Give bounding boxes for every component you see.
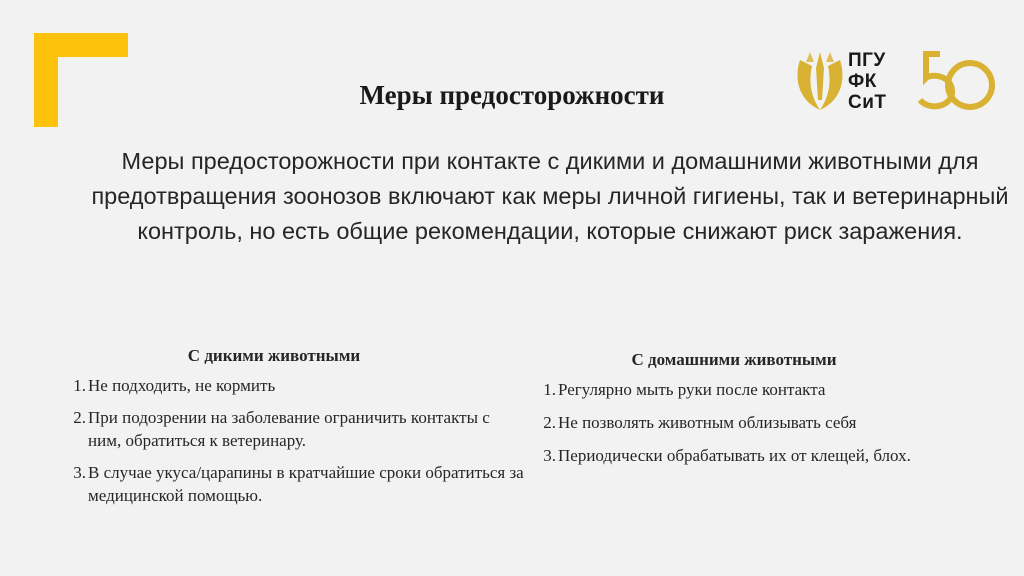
page-title: Меры предосторожности — [359, 80, 665, 110]
logo-line-2: ФК — [848, 71, 877, 92]
wild-animals-heading: С дикими животными — [187, 346, 361, 365]
list-item-number: 1. — [543, 380, 556, 399]
list-item-number: 1. — [73, 376, 86, 395]
list-item-text: Не позволять животным облизывать себя — [558, 413, 857, 432]
list-item — [64, 374, 524, 397]
list-item-number: 2. — [543, 413, 556, 432]
list-item-number: 3. — [73, 463, 86, 482]
intro-paragraph: Меры предосторожности при контакте с дикими и домашними животными для предотвращения зоонозов включают как меры личной гигиены, так и ветеринарный контроль, но есть общие рекомендации, которые снижают риск заражения. — [91, 148, 1009, 244]
logo-line-1: ПГУ — [848, 50, 886, 71]
list-item — [64, 406, 524, 452]
list-item-number: 2. — [73, 408, 86, 427]
list-item-text: Не подходить, не кормить — [88, 376, 276, 395]
list-item-text: Периодически обрабатывать их от клещей, блох. — [558, 446, 911, 465]
wild-animals-list — [64, 374, 524, 507]
list-item-text: В случае укуса/царапины в кратчайшие сроки обратиться за медицинской помощью. — [88, 463, 524, 505]
domestic-animals-list — [534, 378, 994, 467]
list-item — [534, 444, 994, 467]
list-item-text: Регулярно мыть руки после контакта — [558, 380, 826, 399]
domestic-animals-heading: С домашними животными — [631, 350, 837, 369]
list-item-text: При подозрении на заболевание ограничить контакты с ним, обратиться к ветеринару. — [88, 408, 490, 450]
domestic-animals-section — [534, 350, 994, 477]
wild-animals-section — [64, 346, 524, 516]
list-item — [534, 411, 994, 434]
list-item — [64, 461, 524, 507]
list-item-number: 3. — [543, 446, 556, 465]
logo-line-3: СиТ — [848, 92, 887, 113]
list-item — [534, 378, 994, 401]
